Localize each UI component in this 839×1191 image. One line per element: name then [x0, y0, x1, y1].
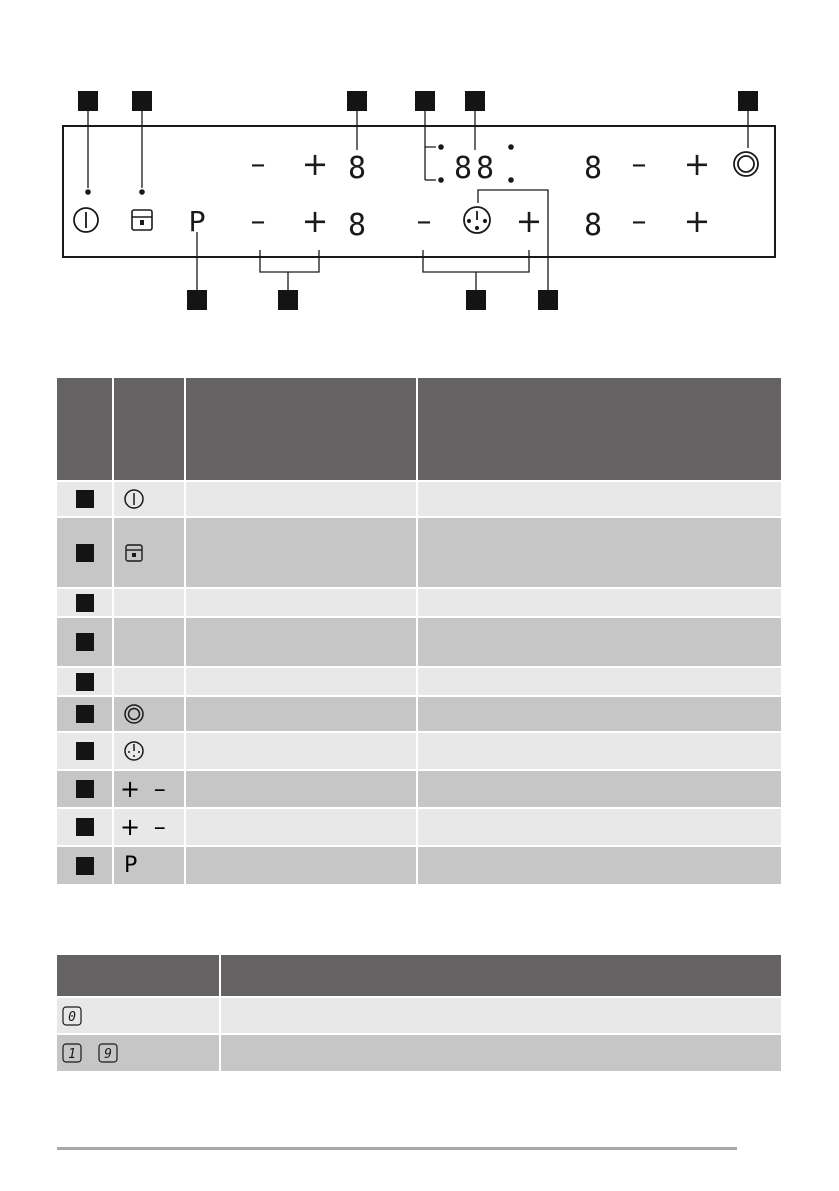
- description-cell: [417, 617, 781, 667]
- table-row: [57, 732, 781, 770]
- description-cell: [417, 667, 781, 696]
- header-function: [185, 378, 417, 481]
- function-cell: [185, 808, 417, 846]
- svg-text:9: 9: [104, 1047, 112, 1062]
- callout-square: [132, 91, 152, 111]
- display-glyph: [62, 1003, 122, 1029]
- description-cell: [417, 588, 781, 617]
- display-glyph-range: [62, 1040, 142, 1066]
- callout-square: [76, 673, 94, 691]
- callout-square: [78, 91, 98, 111]
- header-symbol: [113, 378, 185, 481]
- table-row: [57, 770, 781, 808]
- description-cell: [417, 770, 781, 808]
- plus-symbol: +: [515, 202, 543, 240]
- lock-icon: [122, 541, 146, 565]
- plus-symbol: +: [301, 145, 329, 183]
- table-row: [57, 846, 781, 884]
- function-cell: [185, 846, 417, 884]
- callout-square: [76, 818, 94, 836]
- zone-display-rear-right: 8: [583, 151, 603, 186]
- svg-text:0: 0: [68, 1009, 76, 1025]
- header-description: [220, 955, 781, 997]
- function-cell: [185, 732, 417, 770]
- table-row: [57, 517, 781, 588]
- control-panel-diagram: [0, 0, 839, 330]
- zone-display-rear-left: 8: [347, 151, 367, 186]
- table-row: [57, 1034, 781, 1071]
- plus-symbol: +: [301, 202, 329, 240]
- header-callout: [57, 378, 113, 481]
- table-row: [57, 997, 781, 1034]
- plus-minus-icon: + –: [120, 775, 169, 803]
- minus-symbol: –: [631, 204, 647, 239]
- description-cell: [417, 732, 781, 770]
- control-description-table: [57, 378, 781, 884]
- minus-symbol: –: [250, 147, 266, 182]
- minus-symbol: –: [631, 147, 647, 182]
- description-cell: [417, 696, 781, 732]
- callout-square: [538, 290, 558, 310]
- table-row: [57, 667, 781, 696]
- callout-square: [738, 91, 758, 111]
- zone-display-front-right: 8: [583, 208, 603, 243]
- callout-square: [76, 594, 94, 612]
- timer-display: 88: [453, 151, 499, 186]
- table-row: [57, 808, 781, 846]
- svg-text:1: 1: [68, 1047, 76, 1062]
- description-cell: [220, 997, 781, 1034]
- p-icon: P: [124, 853, 138, 878]
- table-row: [57, 617, 781, 667]
- function-cell: [185, 517, 417, 588]
- callout-square: [76, 633, 94, 651]
- callout-square: [347, 91, 367, 111]
- double-circle-icon: [734, 152, 758, 176]
- description-cell: [417, 481, 781, 517]
- table-header-row: [57, 955, 781, 997]
- power-icon: [122, 487, 146, 511]
- callout-square: [76, 705, 94, 723]
- heat-setting-table: [57, 955, 781, 1071]
- description-cell: [417, 808, 781, 846]
- table-row: [57, 588, 781, 617]
- table-row: [57, 481, 781, 517]
- table-row: [57, 696, 781, 732]
- timer-icon: [122, 739, 146, 763]
- callout-square: [76, 742, 94, 760]
- function-cell: [185, 617, 417, 667]
- callout-square: [187, 290, 207, 310]
- function-cell: [185, 588, 417, 617]
- callout-square: [466, 290, 486, 310]
- callout-square: [465, 91, 485, 111]
- plus-minus-icon: + –: [120, 813, 169, 841]
- plus-symbol: +: [683, 202, 711, 240]
- powerboost-symbol: P: [188, 205, 206, 238]
- callout-square: [76, 857, 94, 875]
- function-cell: [185, 667, 417, 696]
- zone-display-front-left: 8: [347, 208, 367, 243]
- header-display: [57, 955, 220, 997]
- function-cell: [185, 481, 417, 517]
- callout-square: [76, 544, 94, 562]
- table-header-row: [57, 378, 781, 481]
- minus-symbol: –: [250, 204, 266, 239]
- callout-square: [76, 780, 94, 798]
- footer-rule: [57, 1147, 737, 1150]
- description-cell: [220, 1034, 781, 1071]
- power-icon: [74, 208, 98, 232]
- callout-square: [278, 290, 298, 310]
- header-description: [417, 378, 781, 481]
- description-cell: [417, 517, 781, 588]
- callout-square: [415, 91, 435, 111]
- function-cell: [185, 770, 417, 808]
- double-circle-icon: [122, 702, 146, 726]
- callout-square: [76, 490, 94, 508]
- plus-symbol: +: [683, 145, 711, 183]
- lock-icon: [132, 210, 152, 230]
- description-cell: [417, 846, 781, 884]
- timer-icon: [464, 207, 490, 233]
- minus-symbol: –: [416, 204, 432, 239]
- function-cell: [185, 696, 417, 732]
